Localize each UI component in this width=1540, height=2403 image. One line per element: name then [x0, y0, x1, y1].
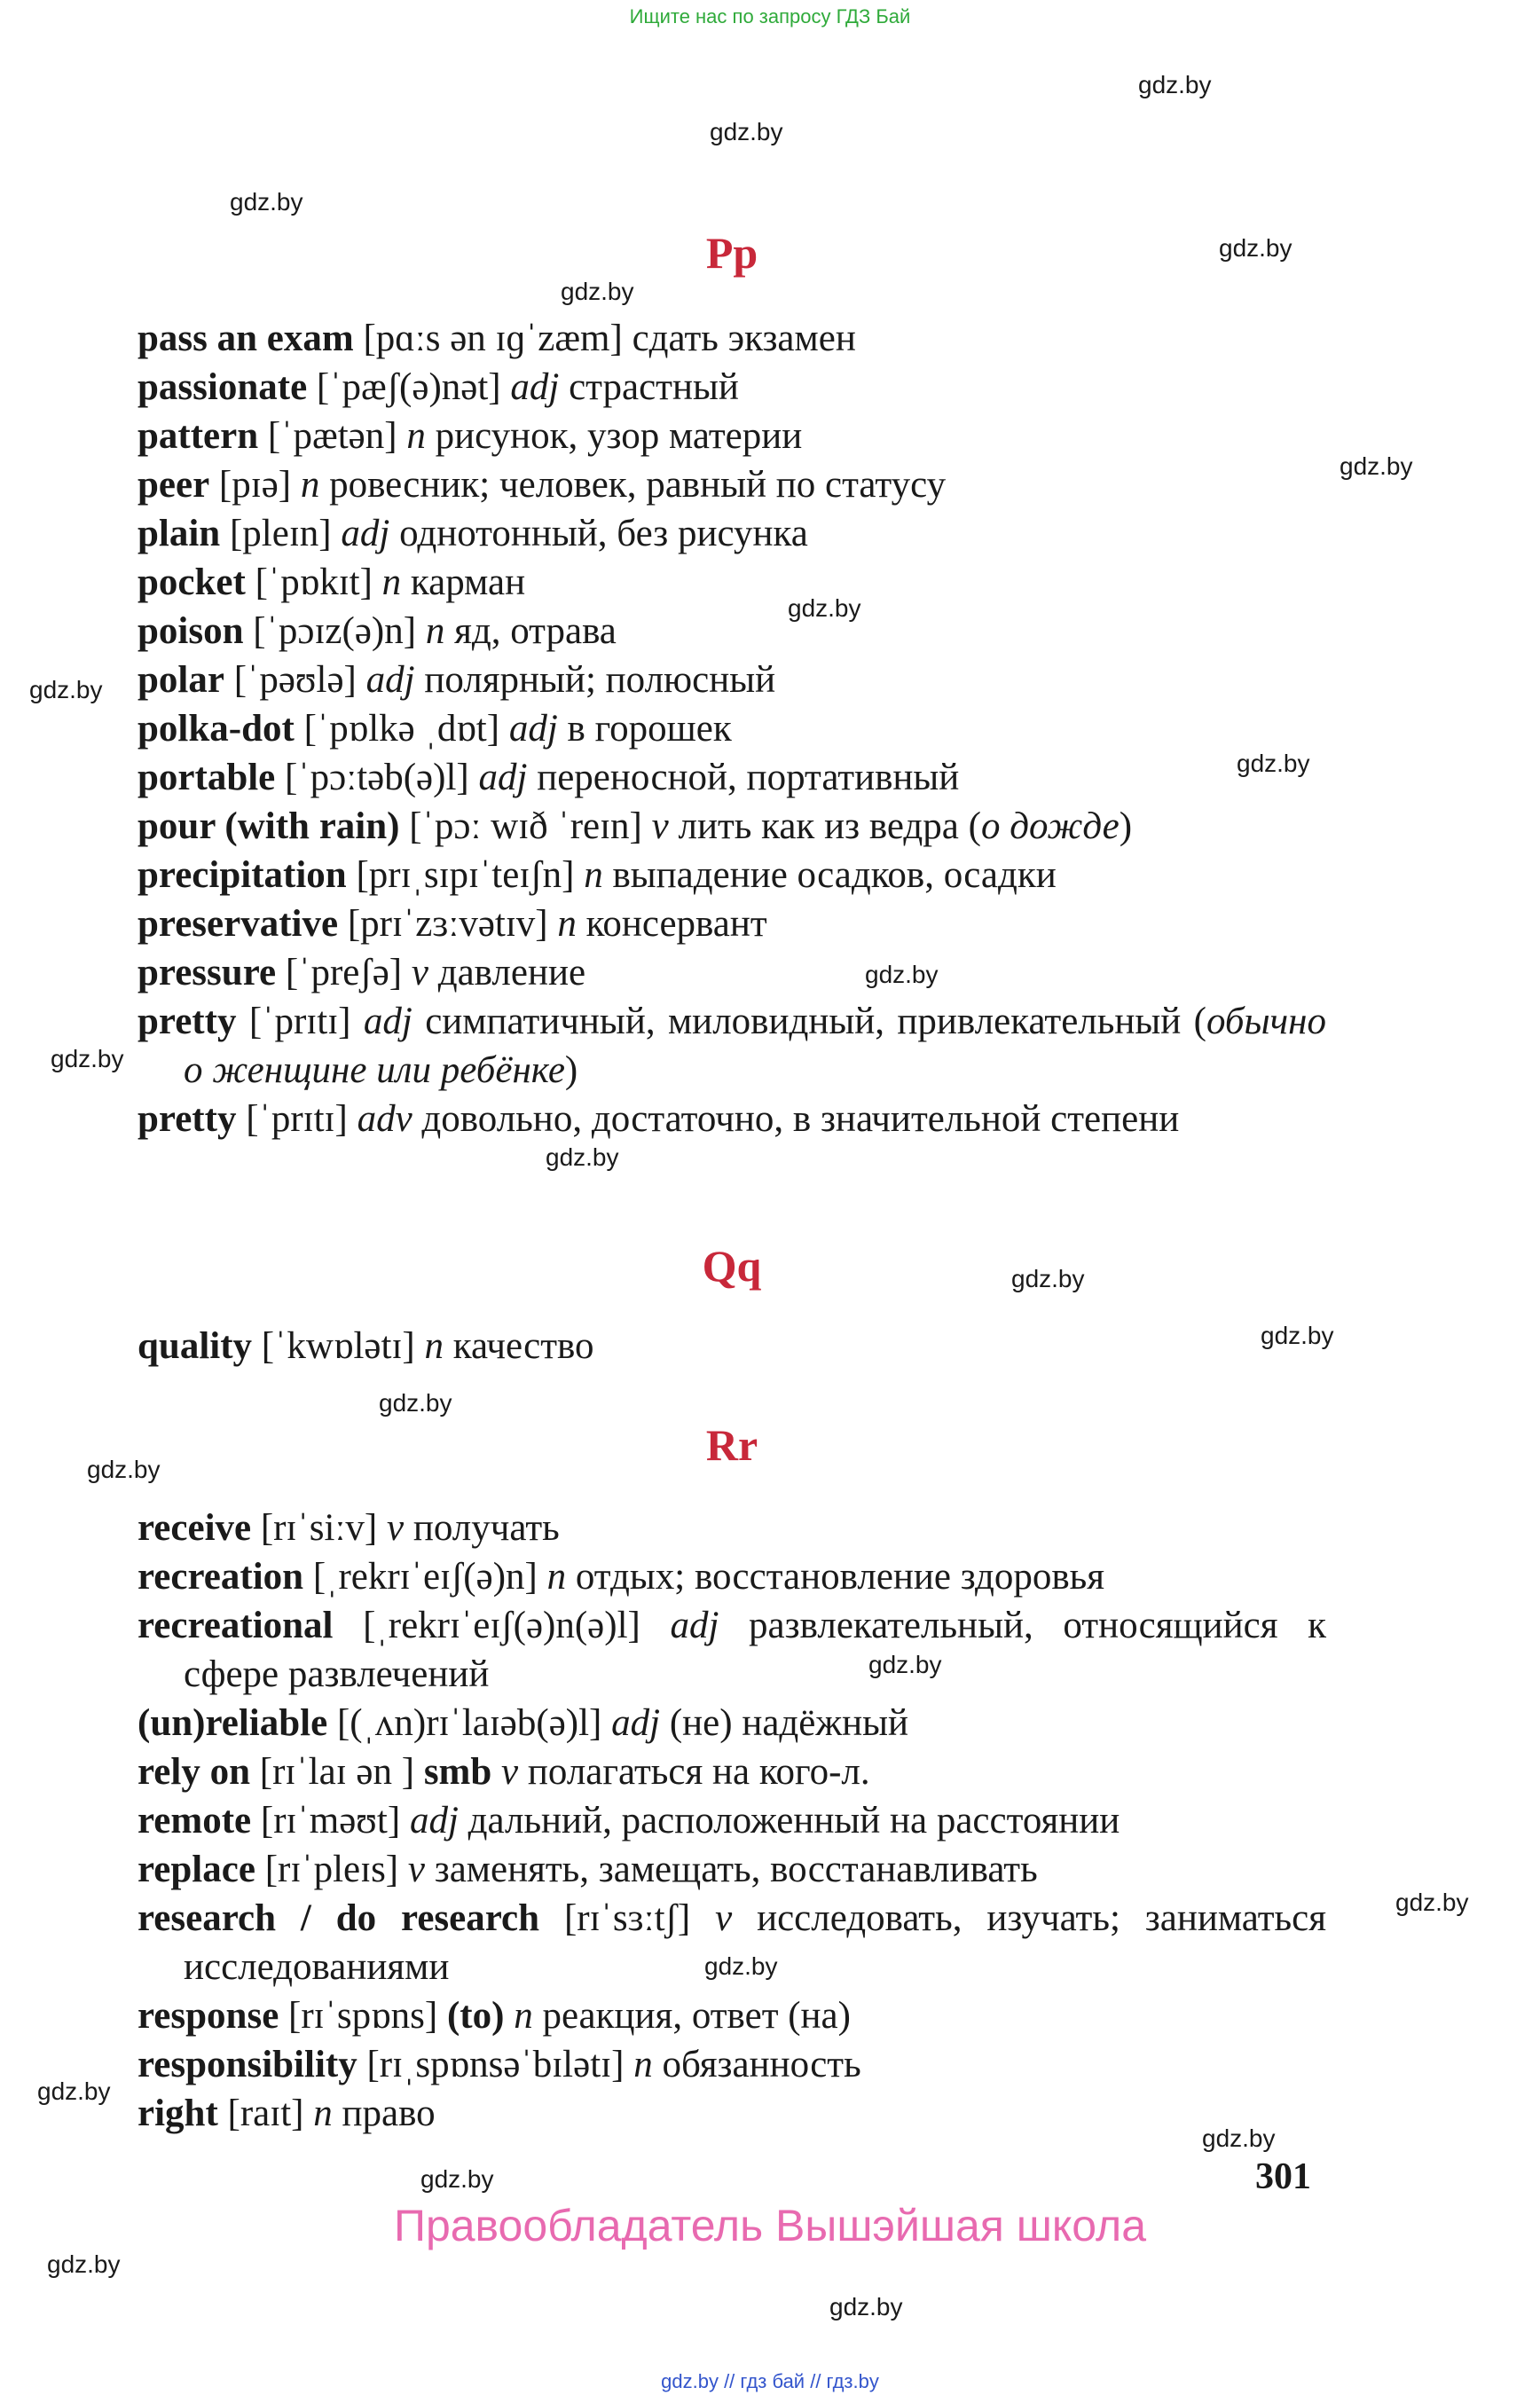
- entry: recreation [ˌrekrɪˈeɪʃ(ə)n] n отдых; восстановление здоровья: [138, 1556, 1105, 1598]
- entry: (un)reliable [(ˌʌn)rɪˈlaɪəb(ə)l] adj (не) надёжный: [138, 1702, 908, 1744]
- entry: remote [rɪˈməʊt] adj дальний, расположенный на расстоянии: [138, 1800, 1120, 1842]
- watermark: gdz.by: [1138, 71, 1212, 98]
- section-q-entries: [138, 1322, 1326, 1370]
- watermark: gdz.by: [420, 2165, 494, 2193]
- entry: recreational [ˌrekrɪˈeɪʃ(ə)n(ə)l] adj развлекательный, относящийся к сфере развлечений: [138, 1605, 1327, 1695]
- watermark: gdz.by: [704, 1952, 778, 1980]
- watermark: gdz.by: [87, 1456, 161, 1483]
- watermark: gdz.by: [51, 1045, 124, 1072]
- entry: pretty [ˈprɪtɪ] adj симпатичный, миловидный, привлекательный (обычно о женщине или ребёнке): [138, 1001, 1327, 1091]
- watermark: gdz.by: [1340, 452, 1413, 480]
- section-letter-p: Pp: [705, 228, 758, 278]
- entry: quality [ˈkwɒlətɪ] n качество: [138, 1325, 594, 1367]
- entry: peer [pɪə] n ровесник; человек, равный по статусу: [138, 464, 947, 506]
- entry: poison [ˈpɔɪz(ə)n] n яд, отрава: [138, 610, 617, 652]
- top-banner: Ищите нас по запросу ГДЗ Бай: [629, 5, 911, 27]
- entry: polar [ˈpəʊlə] adj полярный; полюсный: [138, 659, 776, 701]
- entry: plain [pleɪn] adj однотонный, без рисунка: [138, 513, 808, 554]
- watermark: gdz.by: [546, 1143, 619, 1171]
- entry: passionate [ˈpæʃ(ə)nət] adj страстный: [138, 366, 739, 408]
- section-r-entries: [138, 1504, 1326, 2138]
- watermark: gdz.by: [1219, 234, 1292, 262]
- entry: rely on [rɪˈlaɪ ən ] smb v полагаться на кого-л.: [138, 1751, 870, 1793]
- entry: replace [rɪˈpleɪs] v заменять, замещать, восстанавливать: [138, 1849, 1038, 1890]
- watermark: gdz.by: [379, 1389, 452, 1417]
- entry: pattern [ˈpætən] n рисунок, узор материи: [138, 415, 803, 457]
- watermark: gdz.by: [230, 188, 303, 216]
- watermark: gdz.by: [47, 2250, 121, 2278]
- watermark: gdz.by: [868, 1651, 942, 1678]
- watermark: gdz.by: [865, 961, 939, 988]
- entry: polka-dot [ˈpɒlkə ˌdɒt] adj в горошек: [138, 708, 732, 750]
- copyright-notice: Правообладатель Вышэйшая школа: [394, 2201, 1146, 2250]
- page-number: 301: [1255, 2156, 1311, 2197]
- entry: research / do research [rɪˈsɜːtʃ] v исследовать, изучать; заниматься исследованиями: [138, 1897, 1327, 1988]
- entry: right [raɪt] n право: [138, 2093, 436, 2134]
- entry: responsibility [rɪˌspɒnsəˈbɪlətɪ] n обязанность: [138, 2044, 861, 2085]
- entry: pretty [ˈprɪtɪ] adv довольно, достаточно, в значительной степени: [138, 1098, 1180, 1140]
- watermark: gdz.by: [561, 278, 634, 305]
- watermark: gdz.by: [37, 2077, 111, 2105]
- entry: pressure [ˈpreʃə] v давление: [138, 952, 586, 993]
- watermark: gdz.by: [1261, 1322, 1334, 1349]
- watermark: gdz.by: [710, 118, 783, 145]
- entry: receive [rɪˈsiːv] v получать: [138, 1507, 560, 1549]
- entry: portable [ˈpɔːtəb(ə)l] adj переносной, портативный: [138, 757, 960, 798]
- entry: pour (with rain) [ˈpɔː wɪð ˈreɪn] v лить как из ведра (о дожде): [138, 805, 1133, 847]
- watermark: gdz.by: [1237, 750, 1310, 777]
- watermark: gdz.by: [788, 594, 861, 622]
- entry: pass an exam [pɑːs ən ɪɡˈzæm] сдать экзамен: [138, 318, 856, 359]
- entry: pocket [ˈpɒkɪt] n карман: [138, 561, 526, 603]
- section-p-entries: [138, 314, 1326, 1143]
- watermark: gdz.by: [829, 2293, 903, 2321]
- footer-links[interactable]: gdz.by // гдз бай // гдз.by: [661, 2370, 879, 2392]
- watermark: gdz.by: [29, 676, 103, 703]
- watermark: gdz.by: [1395, 1889, 1469, 1916]
- entry: precipitation [prɪˌsɪpɪˈteɪʃn] n выпадение осадков, осадки: [138, 854, 1057, 896]
- entry: preservative [prɪˈzɜːvətɪv] n консервант: [138, 903, 767, 945]
- watermark: gdz.by: [1011, 1265, 1085, 1292]
- section-letter-q: Qq: [702, 1241, 762, 1291]
- watermark: gdz.by: [1202, 2124, 1276, 2152]
- section-letter-r: Rr: [705, 1420, 758, 1470]
- entry: response [rɪˈspɒns] (to) n реакция, ответ (на): [138, 1995, 851, 2037]
